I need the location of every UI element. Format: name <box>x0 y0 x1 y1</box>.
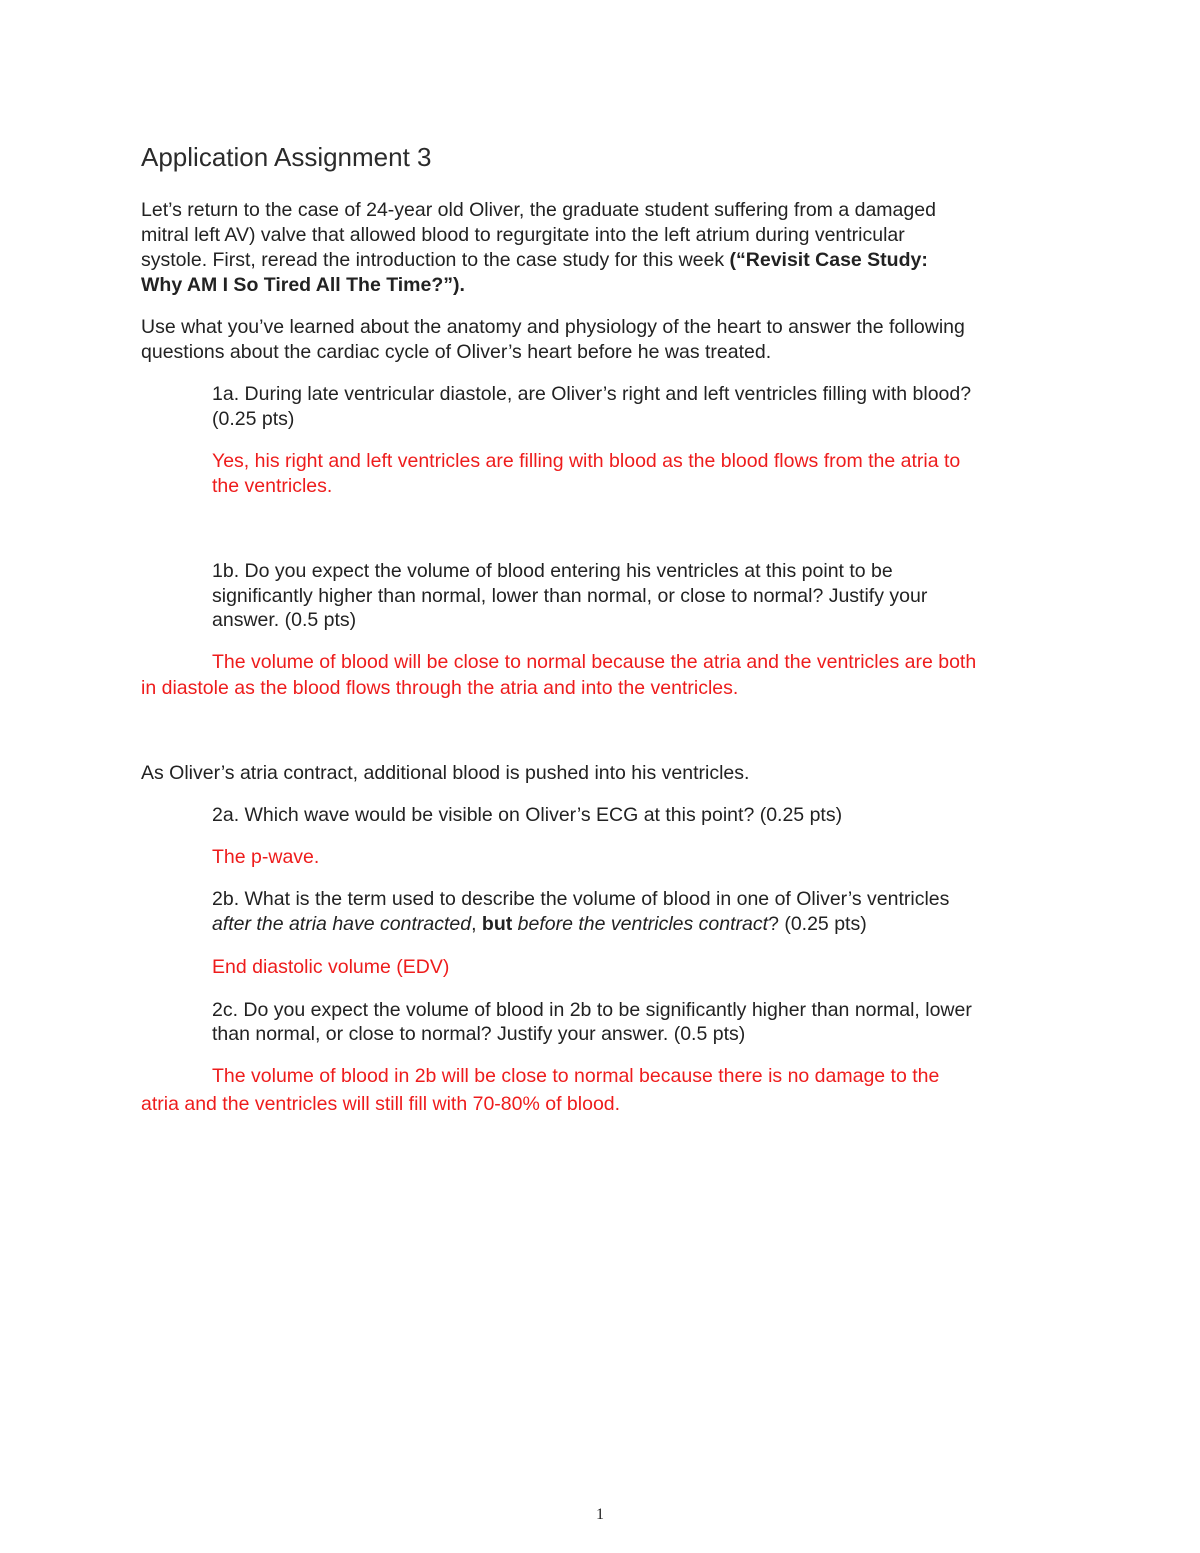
question-1b-line-2: significantly higher than normal, lower than normal, or close to normal? Justify your <box>212 585 928 607</box>
question-2b-line-2 <box>212 912 867 937</box>
question-2c-line-1: 2c. Do you expect the volume of blood in 2b to be significantly higher than normal, lower <box>212 999 972 1021</box>
instruction-line-1: Use what you’ve learned about the anatomy and physiology of the heart to answer the following <box>141 316 965 338</box>
answer-2b: End diastolic volume (EDV) <box>212 956 450 978</box>
intro-line-3 <box>141 248 928 273</box>
question-1b-line-3: answer. (0.5 pts) <box>212 609 357 631</box>
question-1a-line-1: 1a. During late ventricular diastole, are Oliver’s right and left ventricles filling with blood? <box>212 383 972 405</box>
answer-1a-line-2: the ventricles. <box>212 475 333 497</box>
question-1b-line-1: 1b. Do you expect the volume of blood entering his ventricles at this point to be <box>212 560 893 582</box>
answer-2a: The p-wave. <box>212 846 320 868</box>
page-number: 1 <box>596 1506 604 1523</box>
intro-case-study-bold: (“Revisit Case Study: <box>729 249 928 271</box>
answer-2c-line-1: The volume of blood in 2b will be close to normal because there is no damage to the <box>212 1065 940 1087</box>
question-2b-comma: , <box>471 913 482 935</box>
document-title: Application Assignment 3 <box>141 142 432 172</box>
question-2c-line-2: than normal, or close to normal? Justify your answer. (0.5 pts) <box>212 1023 746 1045</box>
intro-line-2: mitral left AV) valve that allowed blood to regurgitate into the left atrium during ventricular <box>141 224 905 246</box>
intro-line-3-text: systole. First, reread the introduction to the case study for this week <box>141 249 730 271</box>
question-1a-line-2: (0.25 pts) <box>212 408 295 430</box>
intro-line-1: Let’s return to the case of 24-year old Oliver, the graduate student suffering from a damaged <box>141 199 936 221</box>
question-2b-bold-but: but <box>481 913 513 935</box>
intro-line-4: Why AM I So Tired All The Time?”). <box>141 274 465 296</box>
question-2a: 2a. Which wave would be visible on Oliver’s ECG at this point? (0.25 pts) <box>212 804 843 826</box>
question-2b-italic-2: before the ventricles contract <box>517 913 769 935</box>
question-2b-line-1: 2b. What is the term used to describe the volume of blood in one of Oliver’s ventricles <box>212 888 950 910</box>
answer-1b-line-2: in diastole as the blood flows through the atria and into the ventricles. <box>141 677 739 699</box>
question-2b-end: ? (0.25 pts) <box>768 913 867 935</box>
answer-1b-line-1: The volume of blood will be close to normal because the atria and the ventricles are both <box>212 651 977 673</box>
section-2-intro: As Oliver’s atria contract, additional blood is pushed into his ventricles. <box>141 762 750 784</box>
instruction-line-2: questions about the cardiac cycle of Oliver’s heart before he was treated. <box>141 341 772 363</box>
answer-1a-line-1: Yes, his right and left ventricles are filling with blood as the blood flows from the atria to <box>212 450 961 472</box>
question-2b-italic-1: after the atria have contracted <box>212 913 472 935</box>
answer-2c-line-2: atria and the ventricles will still fill with 70-80% of blood. <box>141 1093 621 1115</box>
